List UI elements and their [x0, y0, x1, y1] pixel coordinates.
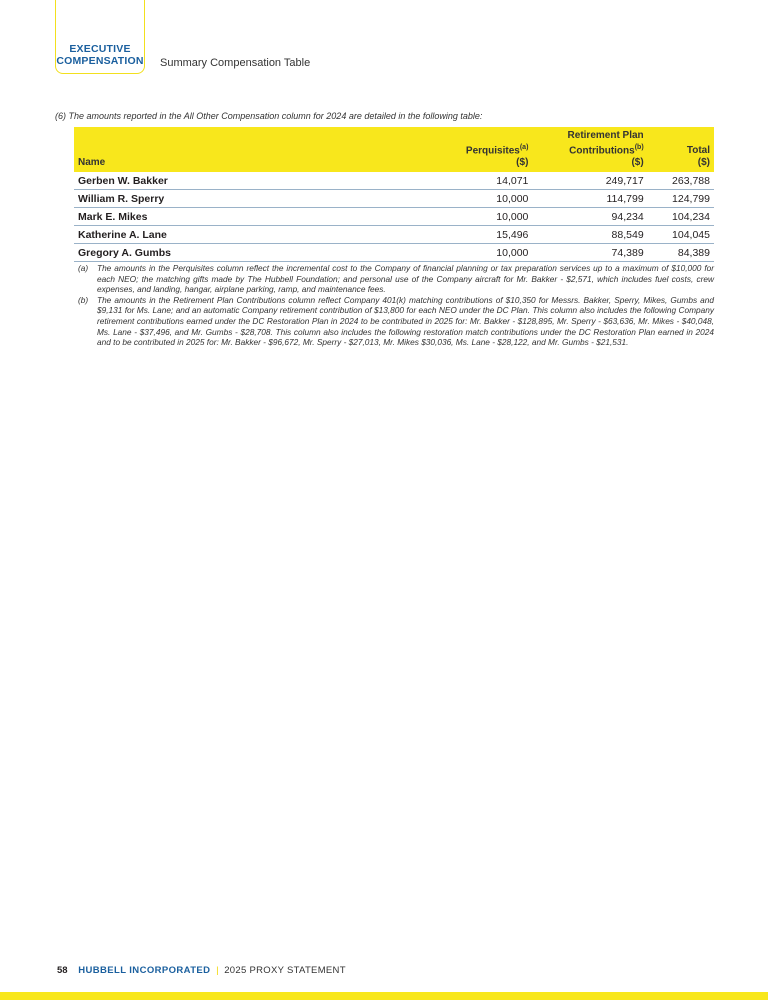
page-footer [57, 965, 346, 976]
footnote-a [78, 263, 714, 295]
footnote-a-mark: (a) [78, 263, 89, 273]
table-row [74, 226, 714, 244]
bottom-accent-bar [0, 992, 768, 1000]
header-retirement-label-2: Contributions [569, 145, 635, 157]
header-total-label: Total [686, 145, 710, 157]
row-retirement: 94,234 [532, 208, 647, 226]
section-tab [55, 0, 145, 74]
table-row [74, 190, 714, 208]
header-perquisites [363, 127, 533, 172]
all-other-compensation-table [74, 127, 714, 262]
row-retirement: 74,389 [532, 244, 647, 262]
row-perquisites: 10,000 [363, 190, 533, 208]
row-total: 104,045 [648, 226, 714, 244]
row-perquisites: 10,000 [363, 244, 533, 262]
company-name: HUBBELL INCORPORATED [78, 965, 211, 976]
footnote-b [78, 295, 714, 348]
row-perquisites: 15,496 [363, 226, 533, 244]
footnote-a-text: The amounts in the Perquisites column reflect the incremental cost to the Company of financial planning or tax preparation services up to a maximum of $10,000 for each NEO; the matching gifts made by The Hubbell Foundation; and personal use of the Company aircraft for Mr. Bakker - $2,571, which includes fuel costs, crew expenses, and landing, hangar, airplane parking, ramp, and maintenance fees. [97, 263, 714, 295]
footnotes [78, 263, 714, 348]
row-retirement: 88,549 [532, 226, 647, 244]
section-tab-label [56, 43, 144, 67]
row-retirement: 114,799 [532, 190, 647, 208]
row-name: Katherine A. Lane [74, 226, 363, 244]
row-name: Mark E. Mikes [74, 208, 363, 226]
table-row [74, 172, 714, 190]
header-retirement-label-1: Retirement Plan [567, 130, 644, 141]
header-retirement [532, 127, 647, 172]
header-total [648, 127, 714, 172]
footnote-b-text: The amounts in the Retirement Plan Contributions column reflect Company 401(k) matching contributions of $10,350 for Messrs. Bakker, Sperry, Mikes, Gumbs and $9,131 for Ms. Lane; and an automatic Company retirement contribution of $13,800 for each NEO under the DC Plan. This column also includes the following Company retirement contributions earned under the DC Restoration Plan in 2024 to be contributed in 2025 for: Mr. Bakker - $128,895, Mr. Sperry - $63,636, Mr. Mikes - $40,048, Ms. Lane - $37,496, and Mr. Gumbs - $28,708. This column also includes the following restoration match contributions under the DC Restoration Plan earned in 2024 and to be contributed in 2025 for: Mr. Bakker - $96,672, Mr. Sperry - $27,013, Mr. Mikes $30,036, Ms. Lane - $28,122, and Mr. Gumbs - $21,531. [97, 294, 714, 348]
footnote-ref-a: (a) [519, 144, 529, 151]
row-perquisites: 10,000 [363, 208, 533, 226]
section-tab-line1: EXECUTIVE [69, 43, 131, 55]
row-name: Gerben W. Bakker [74, 172, 363, 190]
table-row [74, 244, 714, 262]
row-total: 104,234 [648, 208, 714, 226]
row-perquisites: 14,071 [363, 172, 533, 190]
table-row [74, 208, 714, 226]
section-tab-line2: COMPENSATION [56, 55, 144, 67]
header-total-unit: ($) [697, 157, 710, 169]
row-name: William R. Sperry [74, 190, 363, 208]
footer-separator: | [216, 965, 219, 976]
document-title: 2025 PROXY STATEMENT [224, 965, 346, 976]
header-name: Name [74, 127, 363, 172]
intro-text: (6) The amounts reported in the All Other Compensation column for 2024 are detailed in the following table: [55, 111, 483, 121]
table-header-row [74, 127, 714, 172]
header-perquisites-unit: ($) [516, 157, 529, 169]
page-number: 58 [57, 965, 68, 976]
section-title: Summary Compensation Table [160, 57, 311, 69]
row-total: 263,788 [648, 172, 714, 190]
row-total: 84,389 [648, 244, 714, 262]
footnote-b-mark: (b) [78, 294, 89, 305]
row-retirement: 249,717 [532, 172, 647, 190]
footnote-ref-b: (b) [634, 144, 644, 151]
row-name: Gregory A. Gumbs [74, 244, 363, 262]
header-retirement-unit: ($) [631, 157, 644, 169]
header-perquisites-label: Perquisites [465, 145, 520, 157]
row-total: 124,799 [648, 190, 714, 208]
